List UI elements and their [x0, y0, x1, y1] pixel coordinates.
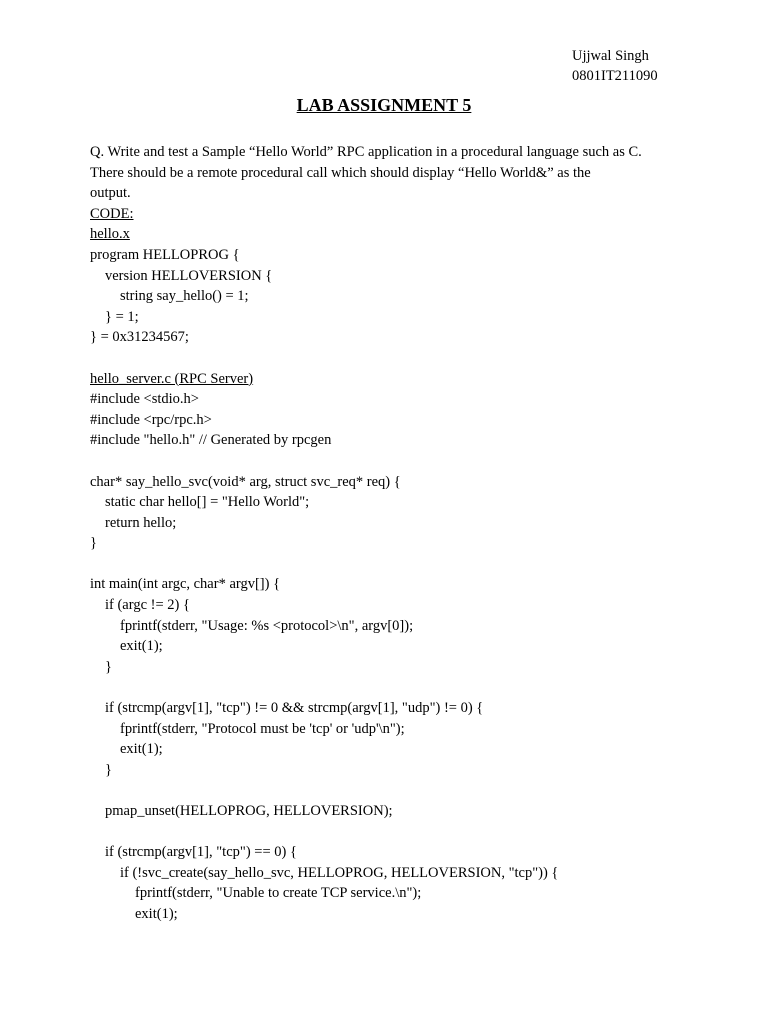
code-line: if (strcmp(argv[1], "tcp") != 0 && strcmp(argv[1], "udp") != 0) { — [105, 700, 484, 717]
code-line: fprintf(stderr, "Protocol must be 'tcp' or 'udp'\n"); — [120, 720, 405, 737]
author-name: Ujjwal Singh — [572, 48, 649, 64]
file1-name: hello.x — [90, 226, 130, 243]
code-heading: CODE: — [90, 205, 134, 222]
file2-name: hello_server.c (RPC Server) — [90, 370, 254, 387]
code-line: static char hello[] = "Hello World"; — [105, 494, 310, 511]
author-block — [572, 46, 658, 86]
code-line: #include "hello.h" // Generated by rpcgen — [90, 432, 332, 449]
code-line: } — [90, 535, 97, 552]
code-line: } — [105, 761, 112, 778]
code-line: #include <rpc/rpc.h> — [90, 411, 212, 428]
code-line — [90, 780, 690, 801]
code-line: } = 0x31234567; — [90, 329, 189, 346]
code-line: if (!svc_create(say_hello_svc, HELLOPROG, HELLOVERSION, "tcp")) { — [120, 864, 559, 881]
code-line: if (strcmp(argv[1], "tcp") == 0) { — [105, 844, 297, 861]
code-line: } = 1; — [105, 308, 139, 325]
code-line: exit(1); — [120, 741, 163, 758]
question-line-1: Q. Write and test a Sample “Hello World” RPC application in a procedural language such as C. — [90, 144, 642, 160]
question-line-2: There should be a remote procedural call which should display “Hello World&” as the — [90, 164, 591, 181]
page-title: LAB ASSIGNMENT 5 — [296, 95, 472, 115]
code-line: program HELLOPROG { — [90, 246, 240, 263]
code-line — [90, 554, 690, 575]
code-line: return hello; — [105, 514, 177, 531]
code-line: } — [105, 658, 112, 675]
code-line — [90, 451, 690, 472]
code-line: pmap_unset(HELLOPROG, HELLOVERSION); — [105, 803, 393, 819]
code-line: fprintf(stderr, "Unable to create TCP service.\n"); — [135, 885, 422, 902]
blank-line — [90, 348, 690, 369]
code-line: char* say_hello_svc(void* arg, struct svc_req* req) { — [90, 473, 401, 490]
code-line — [90, 822, 690, 843]
code-line: int main(int argc, char* argv[]) { — [90, 576, 281, 593]
code-line: fprintf(stderr, "Usage: %s <protocol>\n", argv[0]); — [120, 617, 414, 634]
code-line: if (argc != 2) { — [105, 597, 190, 614]
question-line-3: output. — [90, 185, 131, 202]
code-line: exit(1); — [120, 638, 163, 655]
code-line — [90, 677, 690, 698]
document-body — [90, 142, 690, 925]
code-line: exit(1); — [135, 905, 178, 922]
code-line: string say_hello() = 1; — [120, 288, 249, 305]
code-line: #include <stdio.h> — [90, 391, 199, 408]
author-roll-number: 0801IT211090 — [572, 68, 658, 84]
code-line: version HELLOVERSION { — [105, 267, 273, 284]
